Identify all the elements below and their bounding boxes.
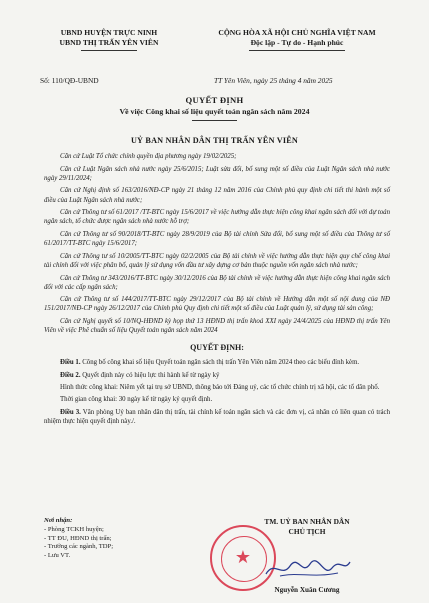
document-number: Số: 110/QĐ-UBND — [40, 76, 99, 85]
decide-heading: QUYẾT ĐỊNH: — [190, 343, 244, 353]
place-date: TT Yên Viên, ngày 25 tháng 4 năm 2025 — [214, 76, 333, 85]
national-motto: Độc lập - Tự do - Hạnh phúc — [250, 38, 344, 47]
agency-line-2: UBND THỊ TRẤN YÊN VIÊN — [59, 38, 159, 47]
agency-underline — [81, 50, 137, 51]
basis-item: Căn cứ Luật Tổ chức chính quyền địa phương ngày 19/02/2025; — [60, 153, 237, 160]
recipients-label: Nơi nhận: — [44, 517, 73, 524]
document-title: QUYẾT ĐỊNH — [185, 95, 244, 105]
basis-item: Căn cứ Thông tư 343/2016/TT-BTC ngày 30/12/2016 của Bộ tài chính về việc hướng dẫn thực hiện công khai ngân sách đối với các cấp ngân sách; — [44, 274, 390, 291]
article-2-head: Điều 2. — [60, 371, 81, 379]
disclosure-form: Hình thức công khai: Niêm yết tại trụ sở UBND, thông báo tới Đảng uỷ, các tổ chức chính trị xã hội, các tổ dân phố. — [60, 384, 380, 391]
signer-title: CHỦ TỊCH — [288, 527, 326, 536]
document-subtitle: Về việc Công khai số liệu quyết toán ngân sách năm 2024 — [119, 107, 310, 116]
article-3-head: Điều 3. — [60, 408, 81, 416]
article-1-text: Công bố công khai số liệu Quyết toán ngân sách thị trấn Yên Viên năm 2024 theo các biểu đính kèm. — [80, 359, 360, 367]
recipient-item: - Lưu VT. — [44, 552, 71, 560]
motto-underline — [249, 50, 345, 51]
issuing-authority: UỶ BAN NHÂN DÂN THỊ TRẤN YÊN VIÊN — [130, 136, 299, 145]
article-2-text: Quyết định này có hiệu lực thi hành kể từ ngày ký — [80, 371, 220, 379]
basis-item: Căn cứ Nghị quyết số 10/NQ-HĐND kỳ họp thứ 13 HĐND thị trấn khoá XXI ngày 24/4/2025 của HĐND thị trấn Yên Viên về việc Phê chuẩn số liệu Quyết toán ngân sách năm 2024 — [44, 318, 390, 335]
articles — [44, 358, 390, 425]
article-1-head: Điều 1. — [60, 359, 81, 367]
basis-item: Căn cứ Luật Ngân sách nhà nước ngày 25/6/2015; Luật sửa đổi, bổ sung một số điều của Luật Ngân sách nhà nước ngày 29/11/2024; — [44, 165, 390, 182]
basis-item: Căn cứ Thông tư số 10/2005/TT-BTC ngày 02/2/2005 của Bộ tài chính về việc hướng dẫn thực hiện quy chế công khai tài chính đối với việc phân bổ, quản lý sử dụng vốn đầu tư xây dựng cơ bản thuộc nguồn vốn ngân sách nhà nước; — [44, 252, 390, 269]
recipient-item: - TT ĐU, HĐND thị trấn; — [44, 534, 112, 542]
agency-line-1: UBND HUYỆN TRỰC NINH — [60, 28, 158, 37]
signer-name: Nguyễn Xuân Cương — [274, 586, 340, 594]
article-1 — [44, 358, 390, 367]
national-header — [192, 28, 402, 51]
basis-item: Căn cứ Thông tư số 61/2017 /TT-BTC ngày 15/6/2017 về việc hướng dẫn thực hiện công khai ngân sách đối với dự toán ngân sách, tổ chức được ngân sách nhà nước hỗ trợ; — [44, 209, 390, 226]
disclosure-duration: Thời gian công khai: 30 ngày kể từ ngày ký quyết định. — [60, 396, 213, 404]
handwritten-signature-icon — [262, 556, 352, 582]
recipient-item: - Phòng TCKH huyện; — [44, 525, 104, 533]
article-3 — [44, 408, 390, 426]
article-3-text: Văn phòng Uỷ ban nhân dân thị trấn, tài chính kế toán ngân sách và các đơn vị, cá nhân có liên quan có trách nhiệm thực hiện quyết định này./. — [44, 408, 390, 425]
issuing-agency — [44, 28, 174, 51]
recipient-item: - Trưởng các ngành, TDP; — [44, 543, 114, 551]
recipients — [44, 517, 194, 561]
legal-bases — [44, 152, 390, 335]
basis-item: Căn cứ Nghị định số 163/2016/NĐ-CP ngày 21 tháng 12 năm 2016 của Chính phủ quy định chi tiết thi hành một số điều của Luật Ngân sách nhà nước; — [44, 187, 390, 204]
seal-star-icon: ★ — [234, 547, 252, 567]
basis-item: Căn cứ Thông tư số 90/2018/TT-BTC ngày 28/9/2019 của Bộ tài chính Sửa đổi, bổ sung một số điều của Thông tư số 61/2017/TT-BTC ngày 15/6/2017; — [44, 231, 390, 248]
document-body — [44, 152, 390, 429]
article-2 — [44, 371, 390, 380]
basis-item: Căn cứ Thông tư số 144/2017/TT-BTC ngày 29/12/2017 của Bộ tài chính về Hướng dẫn một số nội dung của NĐ 151/2017/NĐ-CP ngày 26/12/2017 của Chính phủ Quy định chi tiết một số điều của Luật quản lý, sử dụng tài sản công; — [44, 296, 390, 313]
country-name: CỘNG HÒA XÃ HỘI CHỦ NGHĨA VIỆT NAM — [218, 28, 376, 37]
subtitle-underline — [192, 120, 237, 121]
signing-capacity: TM. UỶ BAN NHÂN DÂN — [264, 517, 350, 526]
